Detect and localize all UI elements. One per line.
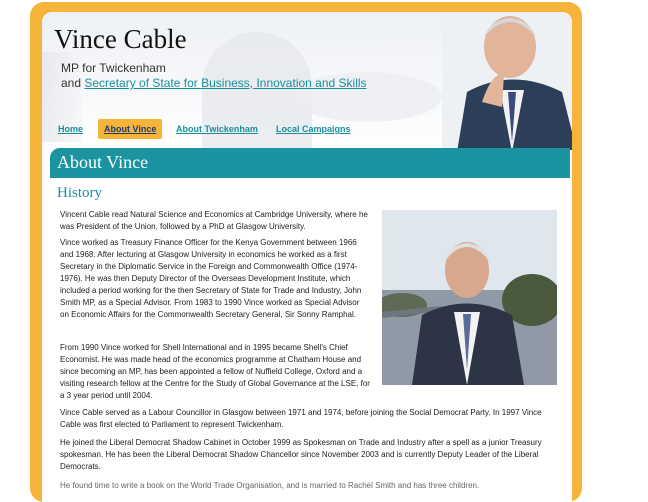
site-title: Vince Cable <box>54 24 187 54</box>
paragraph-shadow-cabinet: He joined the Liberal Democrat Shadow Cabinet in October 1999 as Spokesman on Trade and Industry after a spell as a junior Treasury spokesman. He has been the Liberal Democrat Shadow Chancellor since November 2003 and is currently Deputy Leader of the Liberal Democrats. <box>60 438 542 471</box>
page-title: About Vince <box>57 152 149 172</box>
paragraph-family: He found time to write a book on the World Trade Organisation, and is married to Rachel Smith and has three children. <box>60 481 480 490</box>
vince-cable-photo <box>382 210 557 385</box>
site-header <box>42 12 572 150</box>
paragraph-councillor: Vince Cable served as a Labour Councillor in Glasgow between 1971 and 1974, before joining the Social Democrat Party. In 1997 Vince Cable was first elected to Parliament to represent Twickenham. <box>60 408 542 429</box>
page-content <box>42 12 572 502</box>
nav-item-home[interactable]: Home <box>58 124 84 134</box>
paragraph-early-career: Vince worked as Treasury Finance Officer for the Kenya Government between 1966 and 1968. After lecturing at Glasgow University in economics he worked as a first Secretary in the Diplomatic Service in the Foreign and Commonwealth Office (1974-1976). He was then Deputy Director of the Overseas Development Institute, which included a period working for the then Secretary of State for Trade and Industry, John Smith MP, as a Special Advisor. From 1983 to 1990 Vince worked as Special Advisor on Economic Affairs for the Commonwealth Secretary General, Sir Sonny Ramphal. <box>60 238 362 319</box>
nav-item-about-vince[interactable]: About Vince <box>98 119 162 139</box>
nav-item-local-campaigns[interactable]: Local Campaigns <box>276 124 351 134</box>
subtitle-and-text: and <box>61 76 82 90</box>
main-navigation <box>42 119 462 141</box>
paragraph-shell: From 1990 Vince worked for Shell International and in 1995 became Shell's Chief Economist. He was made head of the economics programme at Chatham House and since becoming an MP, has been appointed a fellow of Nuffield College, Oxford and a visiting research fellow at the Centre for the Study of Global Governance at the LSE, for a 3 year period until 2004. <box>60 343 370 400</box>
history-heading: History <box>57 185 102 201</box>
paragraph-education: Vincent Cable read Natural Science and Economics at Cambridge University, where he was President of the Union, followed by a PhD at Glasgow University. <box>60 210 368 231</box>
site-subtitle-role <box>61 76 367 90</box>
nav-item-about-twickenham[interactable]: About Twickenham <box>176 124 258 134</box>
site-subtitle-mp: MP for Twickenham <box>61 61 166 75</box>
section-title-bar <box>50 148 570 178</box>
secretary-of-state-link[interactable]: Secretary of State for Business, Innovation and Skills <box>84 76 367 90</box>
